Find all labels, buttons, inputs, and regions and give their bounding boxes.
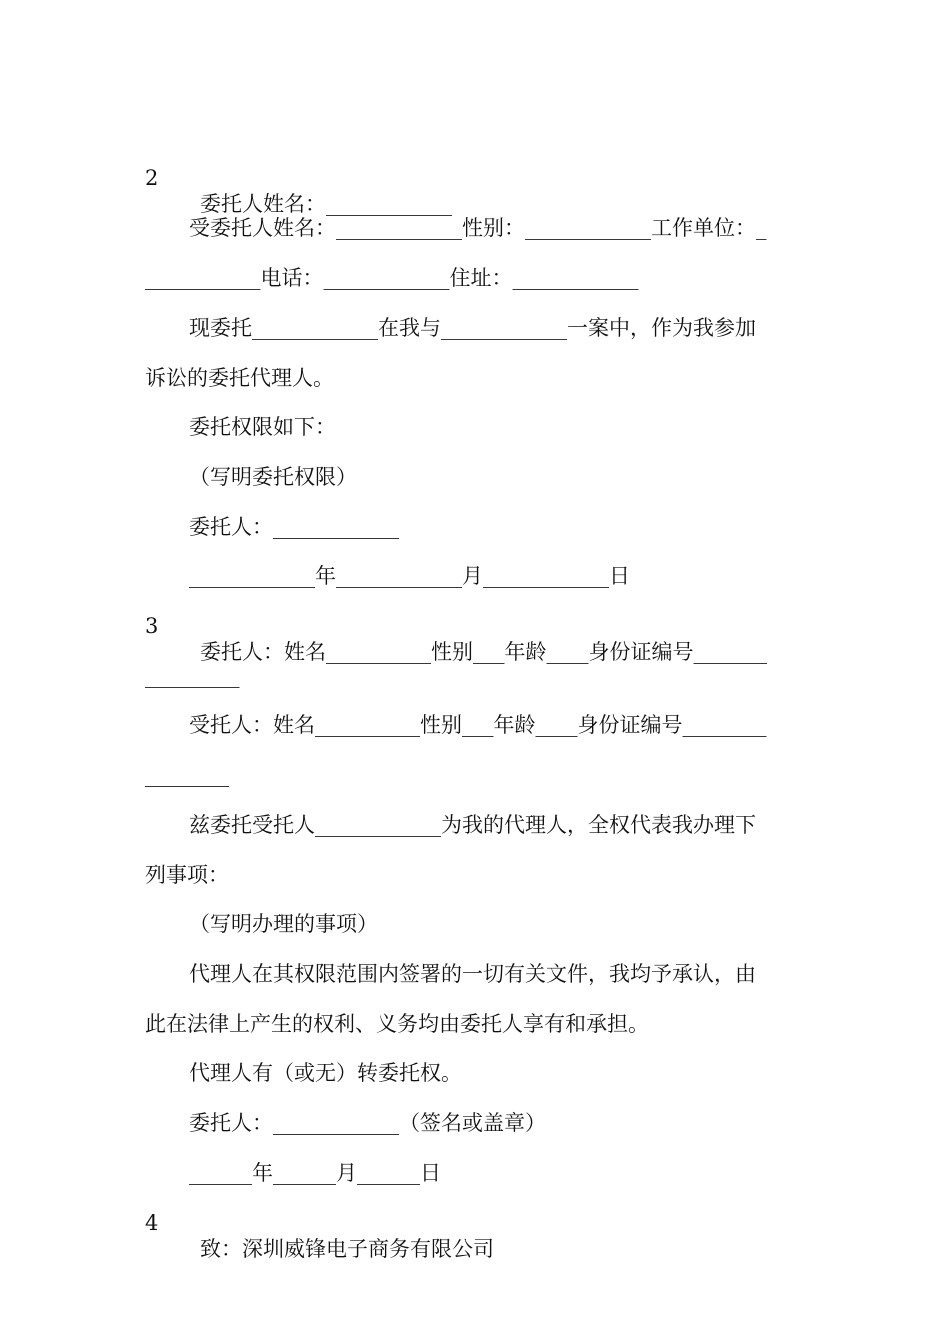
agent-info-line-1: 受委托人姓名：____________性别：____________工作单位：_ [189, 216, 767, 240]
date-line: ______年______月______日 [189, 1161, 441, 1185]
matters-note: （写明办理的事项） [189, 912, 378, 936]
principal-name-line: 委托人姓名：____________ [200, 192, 452, 216]
entrust-paragraph-line-2: 列事项： [145, 863, 229, 887]
agent-details-line-2: ________ [145, 763, 229, 787]
acknowledge-paragraph-line-1: 代理人在其权限范围内签署的一切有关文件，我均予承认，由 [189, 962, 756, 986]
section-number: 3 [145, 614, 159, 638]
entrust-paragraph-line-1: 兹委托受托人____________为我的代理人，全权代表我办理下 [189, 813, 756, 837]
principal-signature-line: 委托人：____________ [189, 515, 399, 539]
principal-details-line-1: 委托人：姓名__________性别___年龄____身份证编号_______ [200, 640, 767, 664]
addressee-line: 致：深圳威锋电子商务有限公司 [200, 1237, 494, 1261]
section-number: 4 [145, 1211, 159, 1235]
entrust-paragraph-line-2: 诉讼的委托代理人。 [145, 366, 334, 390]
subdelegation-line: 代理人有（或无）转委托权。 [189, 1061, 462, 1085]
entrust-paragraph-line-1: 现委托____________在我与____________一案中，作为我参加 [189, 316, 756, 340]
scope-label: 委托权限如下： [189, 415, 336, 439]
principal-signature-line: 委托人：____________（签名或盖章） [189, 1111, 546, 1135]
acknowledge-paragraph-line-2: 此在法律上产生的权利、义务均由委托人享有和承担。 [145, 1012, 649, 1036]
agent-details-line-1: 受托人：姓名__________性别___年龄____身份证编号________ [189, 713, 767, 737]
principal-details-line-2: _________ [145, 664, 240, 688]
agent-info-line-2: ___________电话：____________住址：____________ [145, 266, 639, 290]
section-4-heading [0, 1184, 494, 1288]
scope-note: （写明委托权限） [189, 465, 357, 489]
date-line: ____________年____________月____________日 [189, 564, 630, 588]
section-number: 2 [145, 166, 159, 190]
